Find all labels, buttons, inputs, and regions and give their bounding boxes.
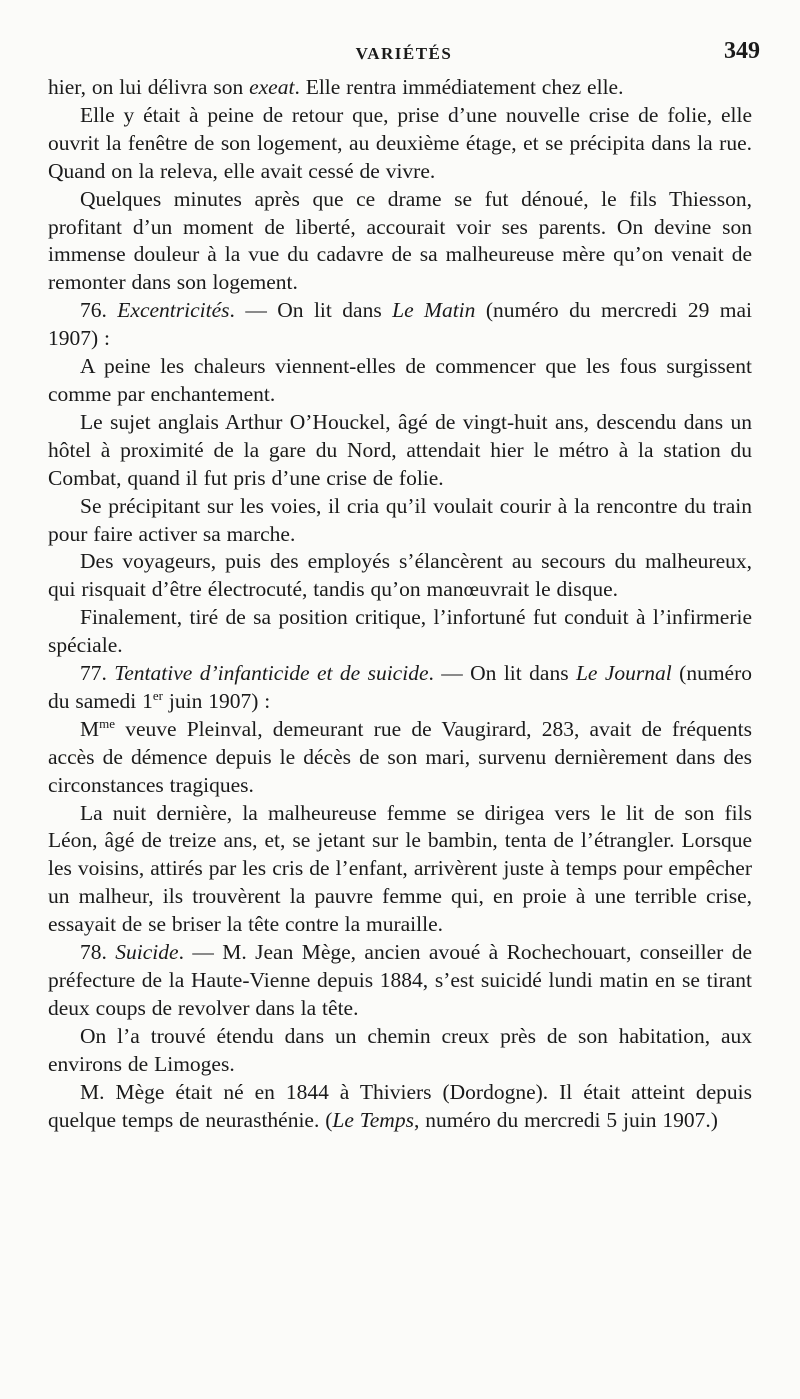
section-78-heading	[48, 939, 752, 1023]
section-text: juin 1907) :	[163, 688, 271, 713]
section-number: 78.	[80, 940, 116, 965]
paragraph: On l’a trouvé étendu dans un chemin creux près de son habitation, aux environs de Limoges.	[48, 1023, 752, 1076]
paragraph-text: M	[80, 716, 100, 741]
paragraph: Quelques minutes après que ce drame se fut dénoué, le fils Thiesson, profitant d’un moment de liberté, accourait voir ses parents. On devine son immense douleur à la vue du cadavre de sa malheureuse mère qu’on venait de remonter dans son logement.	[48, 186, 752, 295]
paragraph-text: . Elle rentra immédiatement chez elle.	[294, 75, 624, 99]
section-number: 76.	[80, 298, 118, 323]
paragraph: Le sujet anglais Arthur O’Houckel, âgé de vingt-huit ans, descendu dans un hôtel à proximité de la gare du Nord, attendait hier le métro à la station du Combat, quand il fut pris d’une crise de folie.	[48, 409, 752, 490]
paragraph: La nuit dernière, la malheureuse femme se dirigea vers le lit de son fils Léon, âgé de treize ans, et, se jetant sur le bambin, tenta de l’étrangler. Lorsque les voisins, attirés par les cris de l’enfant, arrivèrent juste à temps pour empêcher un malheur, ils trouvèrent la pauvre femme qui, en proie à une terrible crise, essayait de se briser la tête contre la muraille.	[48, 800, 752, 937]
superscript: me	[99, 715, 116, 731]
paragraph: Se précipitant sur les voies, il cria qu’il voulait courir à la rencontre du train pour faire activer sa marche.	[48, 493, 752, 546]
section-number: 77.	[80, 661, 115, 686]
running-head	[48, 38, 760, 72]
paragraph: Des voyageurs, puis des employés s’élancèrent au secours du malheureux, qui risquait d’être électrocuté, tandis qu’on manœuvrait le disque.	[48, 549, 752, 602]
source-name: Le Journal	[575, 661, 672, 686]
paragraph: Elle y était à peine de retour que, prise d’une nouvelle crise de folie, elle ouvrit la fenêtre de son logement, au deuxième étage, et se précipita dans la rue. Quand on la releva, elle avait cessé de vivre.	[48, 102, 752, 183]
paragraph-continuation	[48, 74, 752, 102]
paragraph-text: veuve Pleinval, demeurant rue de Vaugirard, 283, avait de fréquents accès de démence depuis le décès de son mari, survenu dernièrement dans des circonstances tragiques.	[48, 716, 752, 797]
running-title: VARIÉTÉS	[355, 44, 453, 63]
section-title: Suicide	[115, 940, 179, 965]
latin-term: exeat	[249, 75, 295, 99]
paragraph-text: hier, on lui délivra son	[48, 75, 250, 99]
source-name: Le Temps	[332, 1107, 414, 1132]
section-text: . — M. Jean Mège, ancien avoué à Rochechouart, conseiller de préfecture de la Haute-Vienne depuis 1884, s’est suicidé lundi matin en se tirant deux coups de revolver dans la tête.	[48, 940, 753, 1020]
paragraph-text: M. Mège était né en 1844 à Thiviers (Dordogne). Il était atteint depuis quelque temps de neurasthénie. (	[48, 1079, 752, 1132]
body-text	[48, 74, 752, 1134]
section-text: (numéro du samedi 1	[48, 661, 753, 713]
paragraph	[48, 716, 752, 800]
paragraph: A peine les chaleurs viennent-elles de commencer que les fous surgissent comme par enchantement.	[48, 354, 752, 406]
paragraph-text: , numéro du mercredi 5 juin 1907.)	[413, 1107, 718, 1132]
section-title: Excentricités	[117, 298, 230, 323]
source-name: Le Matin	[392, 298, 476, 323]
page-number: 349	[724, 38, 760, 64]
section-title: Tentative d’infanticide et de suicide	[114, 661, 429, 686]
section-text: . — On lit dans	[428, 661, 576, 686]
section-76-heading	[48, 297, 752, 353]
paragraph	[48, 1079, 752, 1135]
paragraph: Finalement, tiré de sa position critique, l’infortuné fut conduit à l’infirmerie spéciale.	[48, 605, 752, 658]
superscript: er	[152, 687, 164, 703]
section-77-heading	[48, 660, 752, 716]
section-text: (numéro du mercredi 29 mai 1907) :	[48, 298, 752, 351]
section-text: . — On lit dans	[229, 298, 393, 323]
